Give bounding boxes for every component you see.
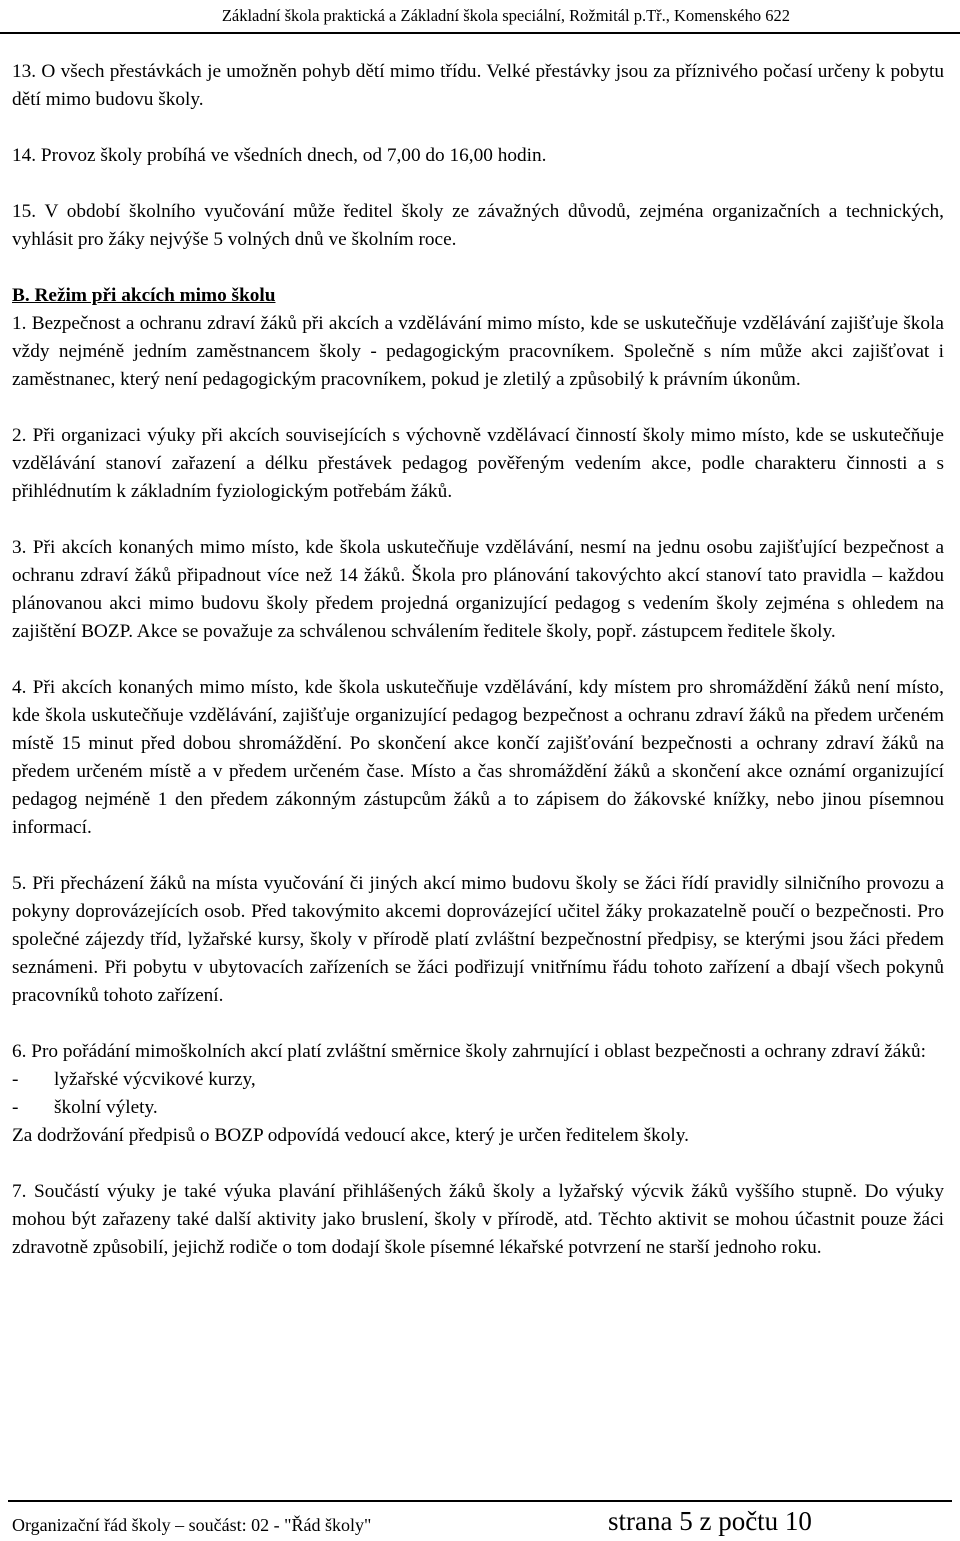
school-name: Základní škola praktická a Základní škola speciální, Rožmitál p.Tř., Komenského 622 [221, 6, 790, 25]
list-item [12, 1066, 944, 1094]
rule-b-6-closing: Za dodržování předpisů o BOZP odpovídá vedoucí akce, který je určen ředitelem školy. [12, 1125, 689, 1146]
page-header [170, 5, 790, 27]
rule-14: 14. Provoz školy probíhá ve všedních dnech, od 7,00 do 16,00 hodin. [12, 145, 547, 166]
list-dash: - [12, 1097, 19, 1118]
section-b-heading: B. Režim při akcích mimo školu [12, 285, 276, 306]
page-footer [12, 1502, 942, 1538]
rule-b-7: 7. Součástí výuky je také výuka plavání přihlášených žáků školy a lyžařský výcvik žáků vyššího stupně. Do výuky mohou být zařazeny také další aktivity jako bruslení, školy v přírodě, atd. Těchto aktivit se mohou účastnit pouze žáci zdravotně způsobilí, jejichž rodiče o tom dodají škole písemné lékařské potvrzení ne starší jednoho roku. [12, 1181, 944, 1258]
rule-15: 15. V období školního vyučování může ředitel školy ze závažných důvodů, zejména organizačních a technických, vyhlásit pro žáky nejvýše 5 volných dnů ve školním roce. [12, 201, 944, 250]
rule-b-2: 2. Při organizaci výuky při akcích souvisejících s výchovně vzdělávací činností školy mimo místo, kde se uskutečňuje vzdělávání stanoví zařazení a délku přestávek pedagog pověřeným vedením akce, podle charakteru činnosti a s přihlédnutím k základním fyziologickým potřebám žáků. [12, 425, 944, 502]
list-item-text: lyžařské výcvikové kurzy, [54, 1069, 256, 1090]
document-title: Organizační řád školy – součást: 02 - "Řád školy" [12, 1515, 372, 1535]
rule-b-6-intro: 6. Pro pořádání mimoškolních akcí platí zvláštní směrnice školy zahrnující i oblast bezpečnosti a ochrany zdraví žáků: [12, 1041, 926, 1062]
list-item-text: školní výlety. [54, 1097, 158, 1118]
document-body [12, 58, 944, 1262]
rule-13: 13. O všech přestávkách je umožněn pohyb dětí mimo třídu. Velké přestávky jsou za příznivého počasí určeny k pobytu dětí mimo budovu školy. [12, 61, 944, 110]
list-item [12, 1094, 944, 1122]
page-number: strana 5 z počtu 10 [608, 1506, 812, 1536]
rule-b-5: 5. Při přecházení žáků na místa vyučování či jiných akcí mimo budovu školy se žáci řídí pravidly silničního provozu a pokyny doprovázejících osob. Před takovýmito akcemi doprovázející učitel žáky prokazatelně poučí o bezpečnosti. Pro společné zájezdy tříd, lyžařské kursy, školy v přírodě platí zvláštní bezpečnostní předpisy, se kterými jsou žáci předem seznámeni. Při pobytu v ubytovacích zařízeních se žáci podřizují vnitřnímu řádu tohoto zařízení a dbají všech pokynů pracovníků tohoto zařízení. [12, 873, 944, 1006]
rule-b-4: 4. Při akcích konaných mimo místo, kde škola uskutečňuje vzdělávání, kdy místem pro shromáždění žáků není místo, kde škola uskutečňuje vzdělávání, zajišťuje organizující pedagog bezpečnost a ochranu zdraví žáků na předem určeném místě 15 minut před dobou shromáždění. Po skončení akce končí zajišťování bezpečnosti a ochrany zdraví žáků na předem určeném místě a v předem určeném čase. Místo a čas shromáždění žáků a skončení akce oznámí organizující pedagog nejméně 1 den předem zákonným zástupcům žáků a to zápisem do žákovské knížky, nebo jinou písemnou informací. [12, 677, 944, 838]
rule-b-1: 1. Bezpečnost a ochranu zdraví žáků při akcích a vzdělávání mimo místo, kde se uskutečňuje vzdělávání zajišťuje škola vždy nejméně jedním zaměstnancem školy - pedagogickým pracovníkem. Společně s ním může akci zajišťovat i zaměstnanec, který není pedagogickým pracovníkem, pokud je zletilý a způsobilý k právním úkonům. [12, 313, 944, 390]
rule-b-3: 3. Při akcích konaných mimo místo, kde škola uskutečňuje vzdělávání, nesmí na jednu osobu zajišťující bezpečnost a ochranu zdraví žáků připadnout více než 14 žáků. Škola pro plánování takovýchto akcí stanoví tato pravidla – každou plánovanou akci mimo budovu školy předem projedná organizující pedagog s vedením školy zejména s ohledem na zajištění BOZP. Akce se považuje za schválenou schválením ředitele školy, popř. zástupcem ředitele školy. [12, 537, 944, 642]
list-dash: - [12, 1069, 19, 1090]
header-divider [0, 32, 960, 34]
